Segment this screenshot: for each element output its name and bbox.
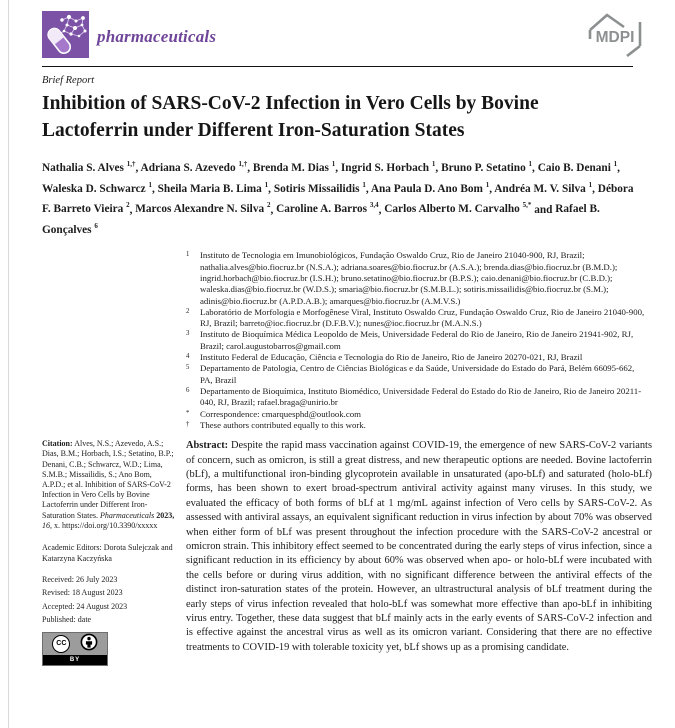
academic-editors: Academic Editors: Dorota Sulejczak and Katarzyna Kaczyńska <box>42 542 173 563</box>
author: Ingrid S. Horbach $^1$ <box>340 160 436 174</box>
citation-block <box>42 439 175 531</box>
citation-body: Alves, N.S.; Azevedo, A.S.; Dias, B.M.; Horbach, I.S.; Setatino, B.P.; Denani, C.B.; Schwarcz, W.D.; Lima, S.M.B.; Missailidis, S.; Ano Bom, A.P.D.; et al. Inhibition of SARS-CoV-2 Infection in Vero Cells by Bovine Lactoferrin under Different Iron-Saturation States. <box>42 439 174 520</box>
mdpi-logo <box>586 11 644 62</box>
attribution-person-icon <box>80 633 98 654</box>
affiliation-item <box>186 307 648 330</box>
affiliation-text: Departamento de Bioquímica, Instituto Biomédico, Universidade Federal do Estado do Rio de Janeiro, Rio de Janeiro 20211-040, RJ, Brazil; rafael.braga@unirio.br <box>200 385 642 408</box>
affiliation-text: Departamento de Patologia, Centro de Ciências Biológicas e da Saúde, Universidade do Estado do Pará, Belém 66095-662, PA, Brazil <box>200 363 635 385</box>
affiliation-text: These authors contributed equally to this work. <box>200 419 366 430</box>
header-rule <box>42 66 633 67</box>
affiliation-text: Instituto de Bioquímica Médica Leopoldo de Meis, Universidade Federal do Rio de Janeiro, Rio de Janeiro 21941-902, RJ, Brazil; carol.augustobarros@gmail.com <box>200 329 634 351</box>
affiliation-item <box>186 250 648 306</box>
author: Marcos Alexandre N. Silva $^2$ <box>135 201 271 216</box>
article-title: Inhibition of SARS-CoV-2 Infection in Vero Cells by Bovine Lactoferrin under Different Iron-Saturation States <box>42 93 539 141</box>
cc-by-badge[interactable] <box>42 632 108 666</box>
affiliation-marker: 6 <box>186 386 190 394</box>
affiliation-marker: 3 <box>186 330 190 338</box>
cc-icon: CC <box>52 635 70 653</box>
journal-brand <box>42 11 216 63</box>
pharmaceuticals-logo-icon <box>42 11 89 63</box>
citation-volume: 16, <box>42 520 52 530</box>
dates-block <box>42 573 175 626</box>
authors-line: Nathalia S. Alves $^{1,\dagger}$, Adriana S. Azevedo $^{1,\dagger}$, Brenda M. Dias $^1$, Ingrid S. Horbach $^1$, Bruno P. Setatino $^1$, Caio B. Denani $^1$, Waleska D. Schwarcz $^1$, Sheila Maria B. Lima $^1$, Sotiris Missailidis $^1$, Ana Paula D. Ano Bom $^1$, Andréa M. V. Silva $^1$, Débora F. Barreto Vieira $^2$, Marcos Alexandre N. Silva $^2$, Caroline A. Barros $^{3,4}$, Carlos Alberto M. Carvalho $^{5,*}$ and Rafael B. Gonçalves $^6$ <box>42 160 634 237</box>
date-line: Accepted: 24 August 2023 <box>42 601 128 611</box>
affiliation-text: Instituto de Tecnologia em Imunobiológicos, Fundação Oswaldo Cruz, Rio de Janeiro 21040-900, RJ, Brazil; nathalia.alves@bio.fiocruz.br (N.S.A.); adriana.soares@bio.fiocruz.br (A.S.A.); brenda.dias@bio.fiocruz.br (B.M.D.); ingrid.horbach@bio.fiocruz.br (I.S.H.); bruno.setatino@bio.fiocruz.br (B.P.S.); caio.denani@bio.fiocruz.br (C.B.D.); waleska.dias@bio.fiocruz.br (W.D.S.); smaria@bio.fiocruz.br (S.M.B.L.); sotiris.missailidis@bio.fiocruz.br (S.M.); adinis@bio.fiocruz.br (A.P.D.A.B.); amarques@bio.fiocruz.br (A.M.V.S.) <box>200 250 618 306</box>
affiliation-item <box>186 409 648 420</box>
affiliation-item <box>186 363 648 386</box>
author: Caroline A. Barros $^{3,4}$ <box>276 201 379 216</box>
author: Waleska D. Schwarcz $^1$ <box>42 180 152 195</box>
citation-page: x. <box>54 520 60 530</box>
article-type-label: Brief Report <box>42 75 95 86</box>
affiliation-marker: 4 <box>186 353 190 361</box>
author: Ana Paula D. Ano Bom $^1$ <box>370 180 490 195</box>
affiliation-marker: † <box>186 420 190 428</box>
author: Sheila Maria B. Lima $^1$ <box>157 180 269 195</box>
affiliation-item <box>186 420 648 431</box>
affiliation-marker: 1 <box>186 251 190 259</box>
author: Adriana S. Azevedo $^{1,\dagger}$ <box>140 160 248 174</box>
citation-label: Citation: <box>42 439 73 449</box>
author: Rafael B. Gonçalves $^6$ <box>42 203 600 237</box>
author: Nathalia S. Alves $^{1,\dagger}$ <box>42 160 136 174</box>
affiliation-text: Correspondence: cmarquesphd@outlook.com <box>200 408 362 419</box>
date-line: Published: date <box>42 614 92 624</box>
date-line: Received: 26 July 2023 <box>42 575 118 585</box>
author: Andréa M. V. Silva $^1$ <box>494 180 593 195</box>
author: Débora F. Barreto Vieira $^2$ <box>42 182 634 216</box>
abstract-paragraph <box>186 439 652 655</box>
author: Bruno P. Setatino $^1$ <box>441 160 533 174</box>
left-sidebar <box>42 439 175 666</box>
author: Sotiris Missailidis $^1$ <box>273 180 366 195</box>
page-edge-line <box>8 0 9 728</box>
abstract-text: Despite the rapid mass vaccination against COVID-19, the emergence of new SARS-CoV-2 variants of concern, such as omicron, is still a great distress, and new therapeutic options are needed. Bovine lactoferrin (bLf), a multifunctional iron-binding glycoprotein available in unsaturated (apo-bLf) and saturated (holo-bLf) forms, has been shown to exert broad-spectrum antiviral activity against many viruses. In this study, we evaluated the efficacy of both forms of bLf at 1 mg/mL against infection of Vero cells by SARS-CoV-2. As assessed with antiviral assays, an equivalent significant reduction in virus infection by about 70% was observed when either form of bLf was present throughout the infection procedure with the SARS-CoV-2 ancestral or omicron strain. This inhibitory effect seemed to be concentrated during the early steps of virus infection, since a significant reduction in its efficiency by about 60% was observed when apo- or holo-bLf were incubated with the cells before or during virus addition, with no significant difference between the antiviral effects of the distinct iron-saturation states of the protein. However, an ultrastructural analysis of bLf treatment during the early steps of virus infection revealed that holo-bLf was somewhat more effective than apo-bLf in inhibiting virus entry. Together, these data suggest that bLf mainly acts in the early events of SARS-CoV-2 infection and is effective against the ancestral virus as well as its omicron variant. Considering that there are no effective treatments to COVID-19 with tolerable toxicity yet, bLf shows up as a promising candidate. <box>186 440 652 653</box>
cc-by-strip-label: BY <box>43 655 107 665</box>
affiliations-list <box>186 250 648 431</box>
affiliation-text: Laboratório de Morfologia e Morfogênese Viral, Instituto Oswaldo Cruz, Fundação Oswaldo Cruz, Rio de Janeiro 21040-900, RJ, Brazil; barreto@ioc.fiocruz.br (D.F.B.V.); nunes@ioc.fiocruz.br (M.A.N.S.) <box>200 306 645 329</box>
affiliation-marker: * <box>186 409 190 417</box>
abstract-label: Abstract: <box>186 440 229 452</box>
affiliation-item <box>186 352 648 363</box>
date-line: Revised: 18 August 2023 <box>42 588 123 598</box>
author: Carlos Alberto M. Carvalho $^{5,*}$ <box>384 201 532 216</box>
affiliation-item <box>186 329 648 352</box>
doi-link[interactable]: https://doi.org/10.3390/xxxxx <box>62 520 158 530</box>
affiliation-text: Instituto Federal de Educação, Ciência e Tecnologia do Rio de Janeiro, Rio de Janeiro 20270-021, RJ, Brazil <box>200 352 583 363</box>
affiliation-item <box>186 386 648 409</box>
affiliation-marker: 5 <box>186 364 190 372</box>
citation-journal: Pharmaceuticals <box>100 510 155 520</box>
author: Caio B. Denani $^1$ <box>537 160 618 174</box>
masthead <box>42 0 648 60</box>
journal-name: pharmaceuticals <box>97 26 217 46</box>
citation-year: 2023, <box>156 510 175 520</box>
mdpi-logo-text: MDPI <box>595 29 635 46</box>
author: Brenda M. Dias $^1$ <box>252 160 336 174</box>
affiliation-marker: 2 <box>186 307 190 315</box>
